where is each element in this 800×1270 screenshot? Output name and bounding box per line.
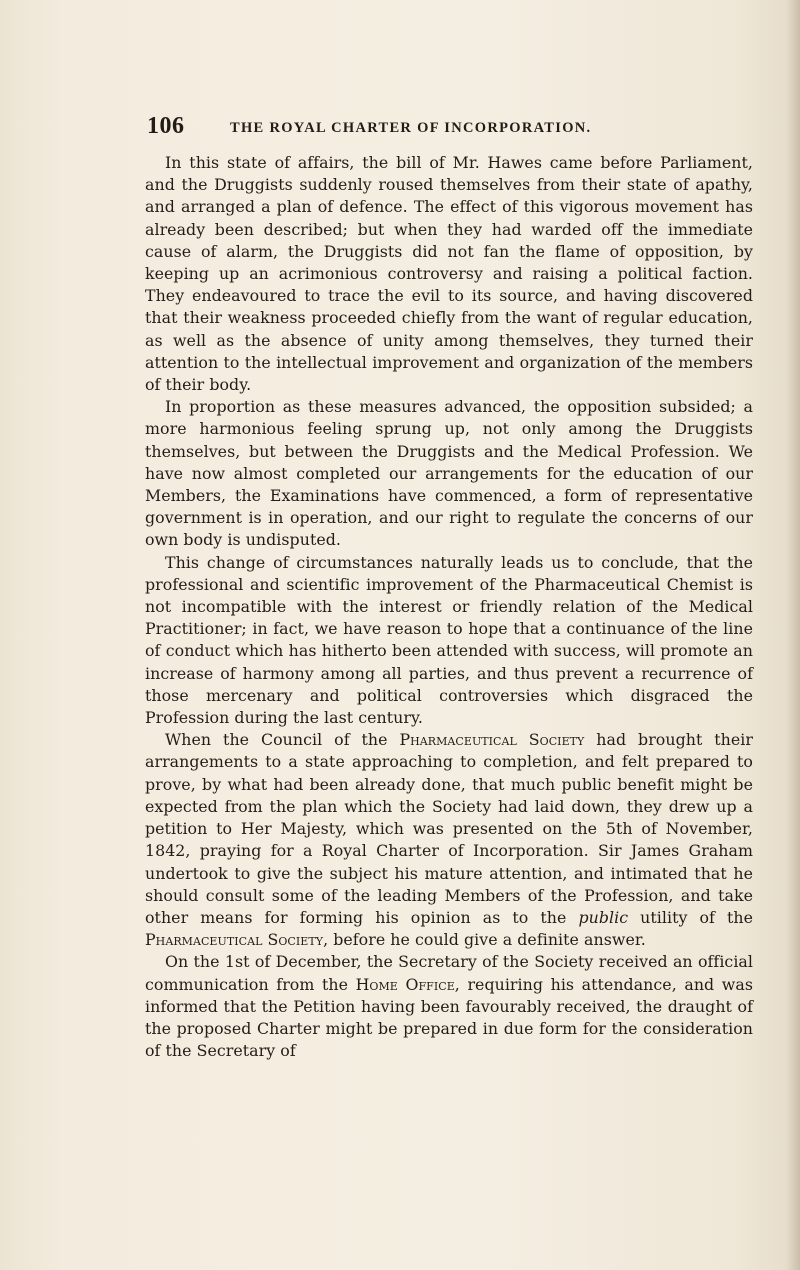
page-number: 106 — [147, 113, 185, 139]
paragraph-2: In proportion as these measures advanced, the opposition subsided; a more harmonious feeling sprung up, not only among the Druggists themselves, but between the Druggists and the Medical Profession. We have now almost completed our arrangements for the education of our Members, the Examinations have commenced, a form of representative government is in operation, and our right to regulate the concerns of our own body is undisputed. — [145, 397, 753, 550]
page-header — [147, 113, 767, 143]
italic-public: public — [578, 907, 629, 927]
home-office-small-caps: Home Office — [355, 974, 455, 994]
paragraph-5-part-a: On the 1st of December, the Secretary of the Society received an official communication from the — [145, 952, 753, 994]
paragraph-4-part-a: When the Council of the — [165, 730, 400, 750]
paragraph-3: This change of circumstances naturally leads us to conclude, that the professional and scientific improvement of the Pharmaceutical Chemist is not incompatible with the interest or friendly relation of the Medical Practitioner; in fact, we have reason to hope that a continuance of the line of conduct which has hitherto been attended with success, will promote an increase of harmony among all parties, and thus prevent a recurrence of those mercenary and political controversies which disgraced the Profession during the last century. — [145, 552, 753, 728]
paragraph-4-part-g: , before he could give a definite answer. — [323, 930, 646, 950]
page-edge-shadow — [786, 0, 800, 1270]
paragraph-4-part-e: utility of the — [628, 907, 753, 927]
paragraph-4 — [145, 729, 753, 951]
paragraph-4-part-c: had brought their arrangements to a state approaching to completion, and felt prepared to prove, by what had been already done, that much public benefit might be expected from the plan which the Society had laid down, they drew up a petition to Her Majesty, which was presented on the 5th of November, 1842, praying for a Royal Charter of Incorporation. Sir James Graham undertook to give the subject his mature attention, and intimated that he should consult some of the leading Members of the Profession, and take other means for forming his opinion as to the — [145, 730, 754, 927]
paragraph-5 — [145, 951, 753, 1062]
running-title: THE ROYAL CHARTER OF INCORPORATION. — [230, 120, 592, 136]
body-text — [145, 152, 753, 1062]
society-name-small-caps-2: Pharmaceutical Society — [145, 930, 324, 950]
paragraph-1: In this state of affairs, the bill of Mr. Hawes came before Parliament, and the Druggists suddenly roused themselves from their state of apathy, and arranged a plan of defence. The effect of this vigorous movement has already been described; but when they had warded off the immediate cause of alarm, the Druggists did not fan the flame of opposition, by keeping up an acrimonious controversy and raising a political faction. They endeavoured to trace the evil to its source, and having discovered that their weakness proceeded chiefly from the want of regular education, as well as the absence of unity among themselves, they turned their attention to the intellectual improvement and organization of the members of their body. — [145, 153, 753, 395]
paragraph-5-part-c: , requiring his attendance, and was informed that the Petition having been favourably received, the draught of the proposed Charter might be prepared in due form for the consideration of the Secretary of — [145, 974, 753, 1061]
society-name-small-caps: Pharmaceutical Society — [399, 730, 585, 750]
